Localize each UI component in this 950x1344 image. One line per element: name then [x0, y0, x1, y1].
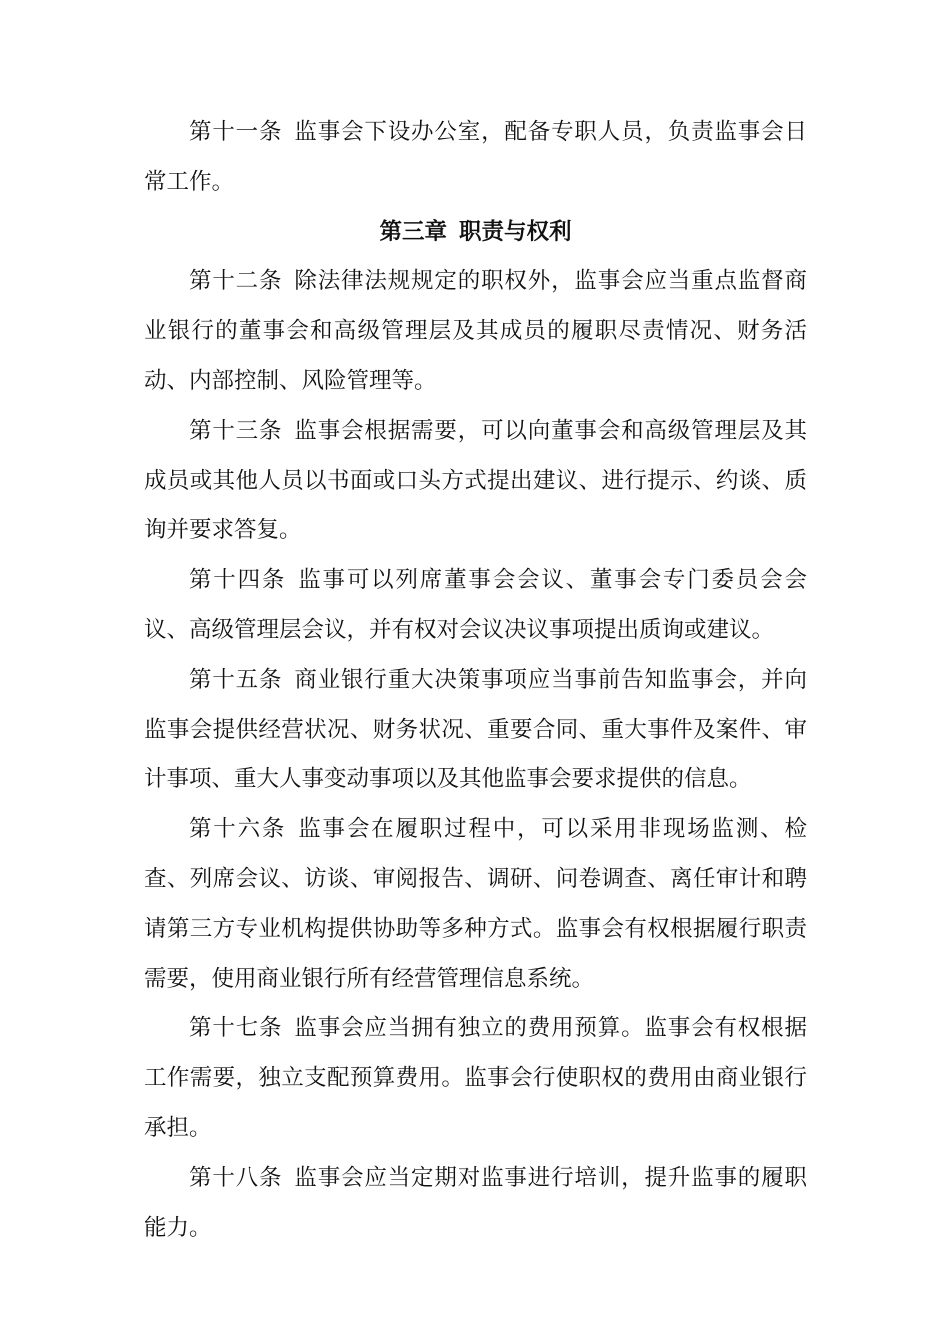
- article-14-text: 监事可以列席董事会会议、董事会专门委员会会议、高级管理层会议，并有权对会议决议事项提出质询或建议。: [144, 567, 807, 643]
- article-11: [144, 108, 807, 208]
- article-13: [144, 407, 807, 556]
- article-14-label: 第十四条: [189, 567, 287, 594]
- chapter-3-heading: [144, 208, 807, 258]
- article-12-text: 除法律法规规定的职权外，监事会应当重点监督商业银行的董事会和高级管理层及其成员的履职尽责情况、财务活动、内部控制、风险管理等。: [144, 268, 807, 394]
- article-17-text: 监事会应当拥有独立的费用预算。监事会有权根据工作需要，独立支配预算费用。监事会行使职权的费用由商业银行承担。: [144, 1015, 807, 1141]
- article-13-label: 第十三条: [189, 417, 283, 444]
- article-11-label: 第十一条: [189, 119, 283, 145]
- article-15: [144, 656, 807, 805]
- article-18-text: 监事会应当定期对监事进行培训，提升监事的履职能力。: [144, 1164, 807, 1241]
- article-18: [144, 1154, 807, 1254]
- document-page: [144, 108, 807, 1253]
- article-17: [144, 1004, 807, 1153]
- article-15-text: 商业银行重大决策事项应当事前告知监事会，并向监事会提供经营状况、财务状况、重要合同、重大事件及案件、审计事项、重大人事变动事项以及其他监事会要求提供的信息。: [144, 666, 807, 793]
- article-14: [144, 556, 807, 656]
- chapter-3-number: 第三章: [379, 218, 447, 245]
- article-16: [144, 805, 807, 1004]
- article-11-text: 监事会下设办公室，配备专职人员，负责监事会日常工作。: [144, 119, 807, 195]
- chapter-3-title: 职责与权利: [459, 218, 572, 245]
- article-13-text: 监事会根据需要，可以向董事会和高级管理层及其成员或其他人员以书面或口头方式提出建议、进行提示、约谈、质询并要求答复。: [144, 417, 807, 544]
- article-18-label: 第十八条: [189, 1164, 283, 1191]
- article-17-label: 第十七条: [189, 1015, 283, 1042]
- article-12-label: 第十二条: [189, 268, 283, 295]
- article-16-text: 监事会在履职过程中，可以采用非现场监测、检查、列席会议、访谈、审阅报告、调研、问卷调查、离任审计和聘请第三方专业机构提供协助等多种方式。监事会有权根据履行职责需要，使用商业银行所有经营管理信息系统。: [144, 816, 807, 992]
- article-12: [144, 257, 807, 406]
- article-15-label: 第十五条: [189, 666, 283, 693]
- article-16-label: 第十六条: [189, 816, 287, 843]
